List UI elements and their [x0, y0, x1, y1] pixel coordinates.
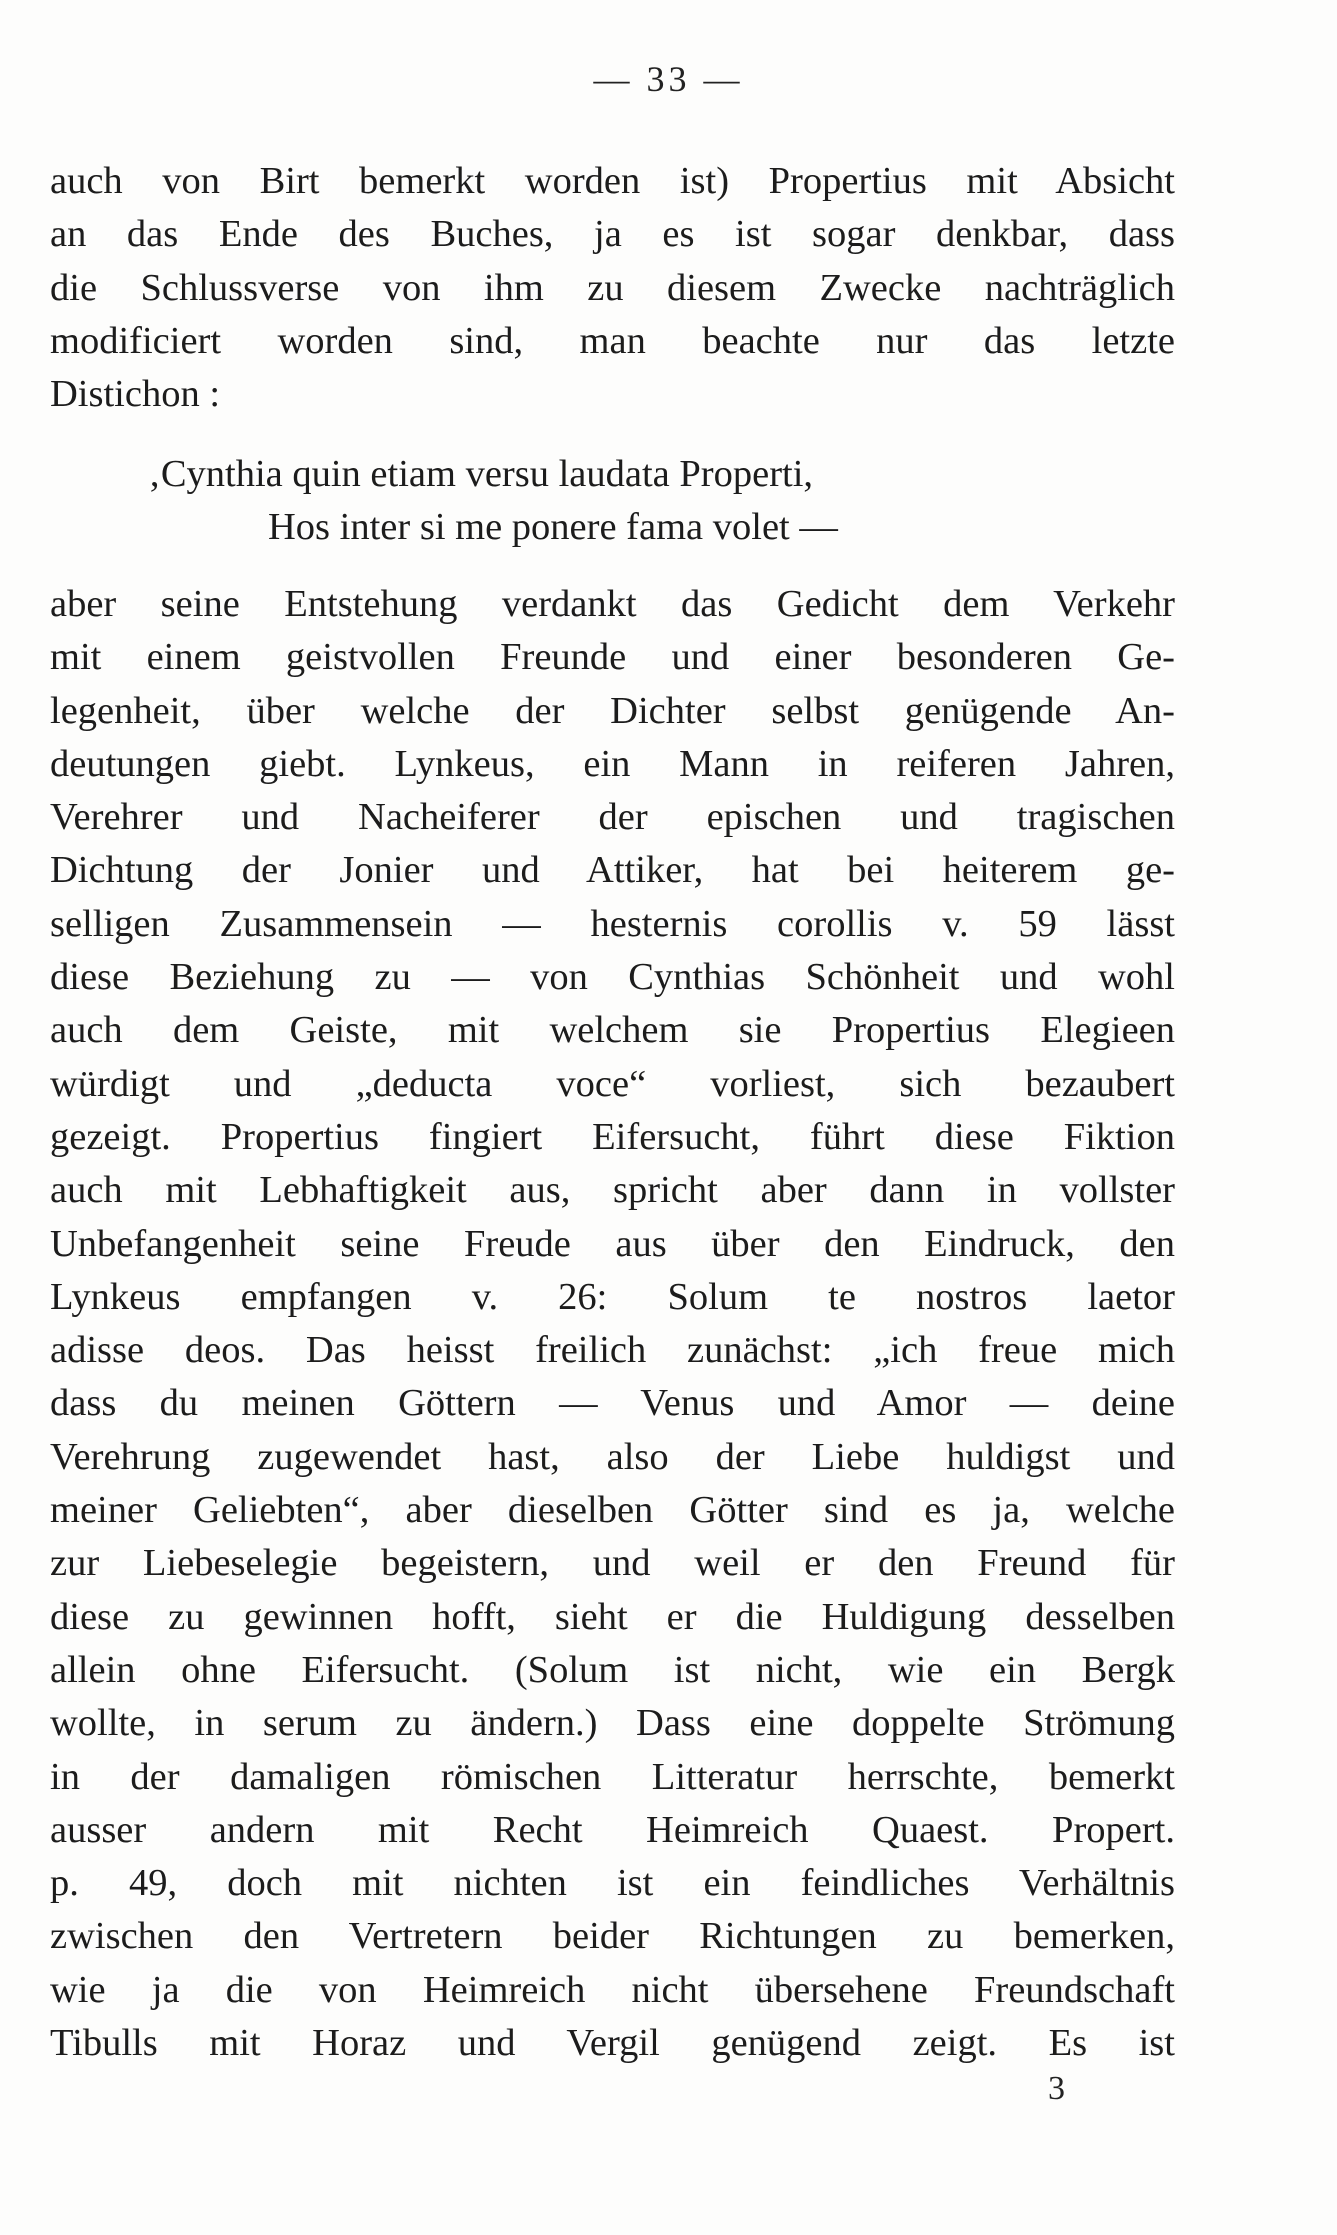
- text-line: diese zu gewinnen hofft, sieht er die Huldigung desselben: [50, 1595, 1175, 1638]
- verse-quote: [0, 448, 1337, 554]
- text-line: Tibulls mit Horaz und Vergil genügend zeigt. Es ist: [50, 2022, 1175, 2065]
- text-line: Distichon :: [50, 373, 221, 416]
- text-line: Unbefangenheit seine Freude aus über den Eindruck, den: [50, 1222, 1175, 1265]
- text-line: zwischen den Vertretern beider Richtungen zu bemerken,: [50, 1915, 1175, 1958]
- text-line: an das Ende des Buches, ja es ist sogar denkbar, dass: [50, 213, 1175, 256]
- text-line: adisse deos. Das heisst freilich zunächst: „ich freue mich: [50, 1329, 1175, 1372]
- verse-line: Hos inter si me ponere fama volet —: [268, 506, 838, 548]
- text-line: dass du meinen Göttern — Venus und Amor — deine: [50, 1382, 1175, 1425]
- text-line: deutungen giebt. Lynkeus, ein Mann in reiferen Jahren,: [50, 742, 1175, 785]
- text-line: aber seine Entstehung verdankt das Gedicht dem Verkehr: [50, 583, 1175, 625]
- text-line: auch von Birt bemerkt worden ist) Propertius mit Absicht: [50, 160, 1175, 202]
- text-line: auch dem Geiste, mit welchem sie Propertius Elegieen: [50, 1009, 1175, 1052]
- text-line: würdigt und „deducta voce“ vorliest, sich bezaubert: [50, 1062, 1175, 1105]
- intro-paragraph: [50, 155, 1175, 421]
- text-line: die Schlussverse von ihm zu diesem Zwecke nachträglich: [50, 266, 1175, 309]
- text-line: gezeigt. Propertius fingiert Eifersucht, führt diese Fiktion: [50, 1115, 1175, 1158]
- text-line: wie ja die von Heimreich nicht übersehene Freundschaft: [50, 1968, 1175, 2011]
- main-paragraph: [50, 578, 1175, 2070]
- text-line: Verehrung zugewendet hast, also der Liebe huldigst und: [50, 1435, 1175, 1478]
- text-line: allein ohne Eifersucht. (Solum ist nicht, wie ein Bergk: [50, 1648, 1175, 1691]
- text-line: ausser andern mit Recht Heimreich Quaest. Propert.: [50, 1808, 1175, 1851]
- text-line: diese Beziehung zu — von Cynthias Schönheit und wohl: [50, 956, 1175, 999]
- signature-mark: 3: [1048, 2070, 1065, 2107]
- text-line: meiner Geliebten“, aber dieselben Götter sind es ja, welche: [50, 1489, 1175, 1532]
- text-line: mit einem geistvollen Freunde und einer besonderen Ge-: [50, 636, 1175, 679]
- text-line: modificiert worden sind, man beachte nur das letzte: [50, 319, 1175, 362]
- text-line: Lynkeus empfangen v. 26: Solum te nostros laetor: [50, 1275, 1175, 1318]
- text-line: Verehrer und Nacheiferer der epischen und tragischen: [50, 796, 1175, 839]
- text-line: zur Liebeselegie begeistern, und weil er den Freund für: [50, 1542, 1175, 1585]
- text-line: p. 49, doch mit nichten ist ein feindliches Verhältnis: [50, 1862, 1175, 1905]
- text-line: auch mit Lebhaftigkeit aus, spricht aber dann in vollster: [50, 1169, 1175, 1212]
- verse-line: ‚Cynthia quin etiam versu laudata Properti,: [148, 453, 814, 495]
- text-line: in der damaligen römischen Litteratur herrschte, bemerkt: [50, 1755, 1175, 1798]
- text-line: legenheit, über welche der Dichter selbst genügende An-: [50, 689, 1175, 732]
- text-line: selligen Zusammensein — hesternis corollis v. 59 lässt: [50, 902, 1175, 945]
- text-line: wollte, in serum zu ändern.) Dass eine doppelte Strömung: [50, 1702, 1175, 1745]
- text-line: Dichtung der Jonier und Attiker, hat bei heiterem ge-: [50, 849, 1175, 892]
- page-number: — 33 —: [593, 59, 744, 99]
